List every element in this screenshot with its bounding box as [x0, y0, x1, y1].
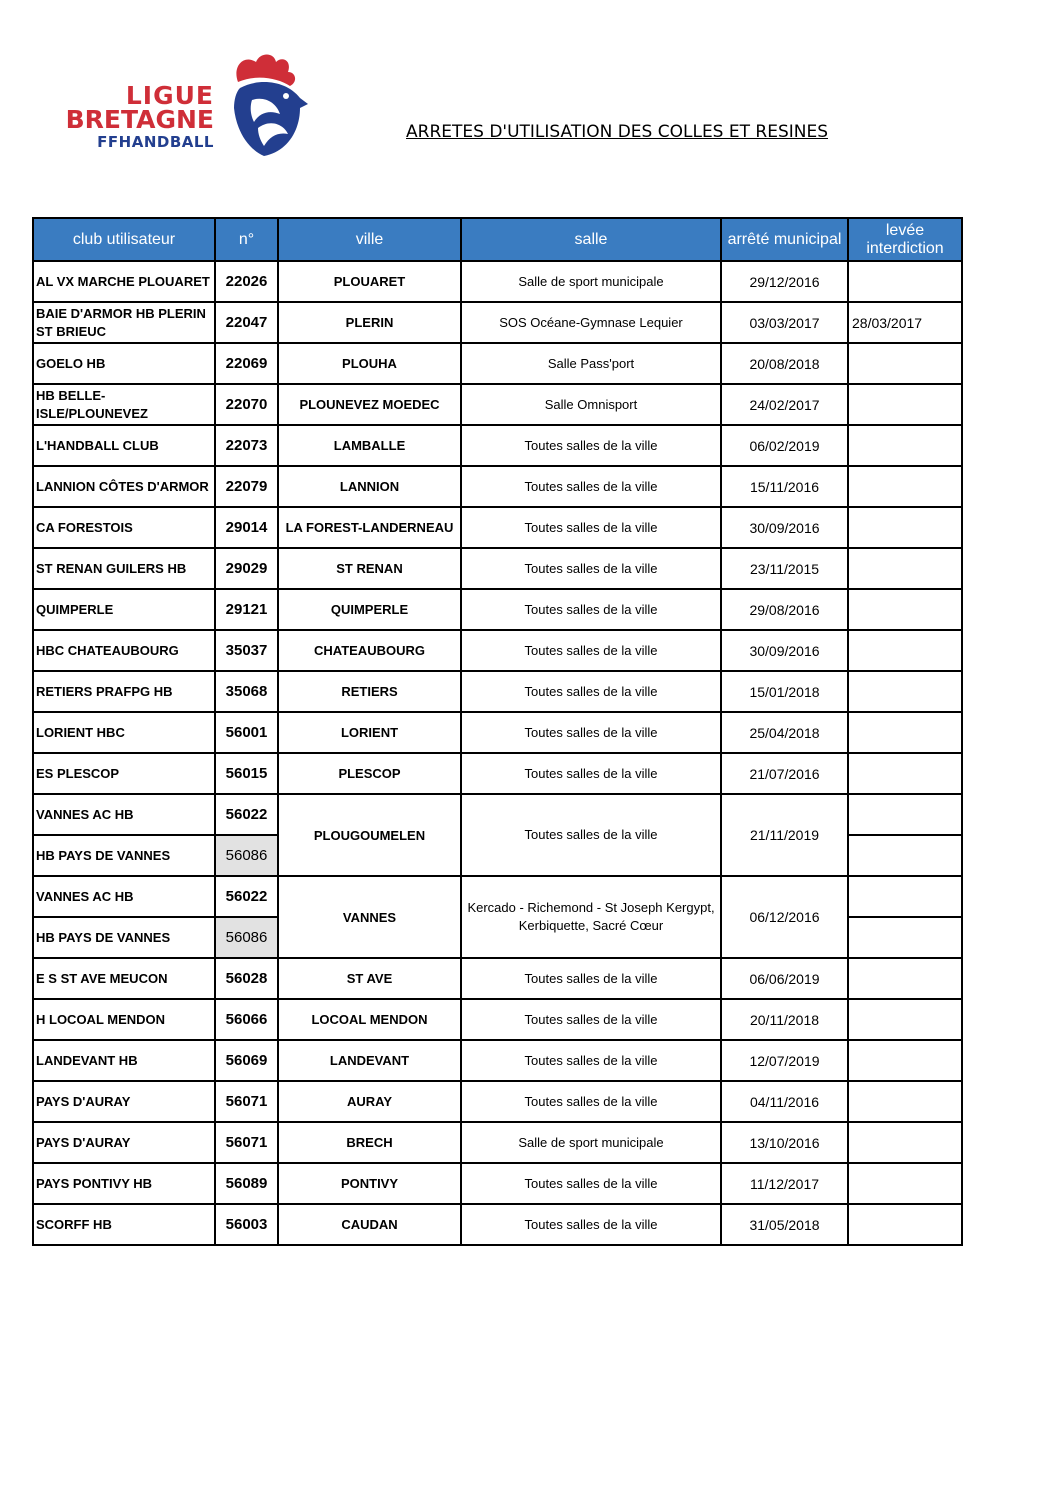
table-row — [33, 466, 962, 507]
cell-salle: Toutes salles de la ville — [461, 999, 721, 1040]
cell-levee — [848, 343, 962, 384]
cell-ville: PONTIVY — [278, 1163, 461, 1204]
table-row — [33, 1204, 962, 1245]
cell-ville: PLOUARET — [278, 261, 461, 302]
table-row — [33, 712, 962, 753]
table-row — [33, 753, 962, 794]
col-header-salle: salle — [461, 218, 721, 261]
cell-club: HB PAYS DE VANNES — [33, 835, 215, 876]
cell-arrete: 29/08/2016 — [721, 589, 848, 630]
cell-ville: PLOUHA — [278, 343, 461, 384]
cell-salle: Toutes salles de la ville — [461, 1040, 721, 1081]
cell-num: 29029 — [215, 548, 278, 589]
table-row — [33, 302, 962, 343]
cell-arrete: 31/05/2018 — [721, 1204, 848, 1245]
cell-num: 56071 — [215, 1122, 278, 1163]
cell-salle: Toutes salles de la ville — [461, 589, 721, 630]
cell-arrete: 04/11/2016 — [721, 1081, 848, 1122]
cell-levee — [848, 753, 962, 794]
cell-levee — [848, 507, 962, 548]
cell-levee — [848, 835, 962, 876]
logo-line-2: BRETAGNE — [65, 105, 214, 134]
cell-levee — [848, 548, 962, 589]
cell-num: 22026 — [215, 261, 278, 302]
cell-salle: Toutes salles de la ville — [461, 753, 721, 794]
cell-salle: Toutes salles de la ville — [461, 1163, 721, 1204]
cell-levee — [848, 671, 962, 712]
cell-ville: PLOUGOUMELEN — [278, 794, 461, 876]
table-row — [33, 261, 962, 302]
cell-club: HBC CHATEAUBOURG — [33, 630, 215, 671]
cell-arrete: 06/12/2016 — [721, 876, 848, 958]
table-row — [33, 425, 962, 466]
document-title: ARRETES D'UTILISATION DES COLLES ET RESINES — [406, 122, 829, 142]
logo-text — [62, 81, 214, 152]
cell-club: BAIE D'ARMOR HB PLERIN ST BRIEUC — [33, 302, 215, 343]
cell-levee — [848, 1040, 962, 1081]
cell-salle: Toutes salles de la ville — [461, 630, 721, 671]
cell-club: GOELO HB — [33, 343, 215, 384]
cell-ville: LA FOREST-LANDERNEAU — [278, 507, 461, 548]
cell-arrete: 30/09/2016 — [721, 630, 848, 671]
table-row — [33, 876, 962, 917]
cell-num: 56086 — [215, 835, 278, 876]
cell-ville: RETIERS — [278, 671, 461, 712]
col-header-levee: levée interdiction — [848, 218, 962, 261]
table-row — [33, 384, 962, 425]
cell-club: H LOCOAL MENDON — [33, 999, 215, 1040]
cell-num: 56022 — [215, 794, 278, 835]
cell-salle: Toutes salles de la ville — [461, 425, 721, 466]
col-header-club: club utilisateur — [33, 218, 215, 261]
cell-levee — [848, 589, 962, 630]
cell-ville: BRECH — [278, 1122, 461, 1163]
cell-ville: LORIENT — [278, 712, 461, 753]
col-header-arrete: arrêté municipal — [721, 218, 848, 261]
cell-arrete: 15/11/2016 — [721, 466, 848, 507]
cell-num: 29121 — [215, 589, 278, 630]
cell-ville: LAMBALLE — [278, 425, 461, 466]
cell-levee — [848, 261, 962, 302]
cell-club: HB BELLE-ISLE/PLOUNEVEZ — [33, 384, 215, 425]
cell-levee — [848, 384, 962, 425]
cell-levee — [848, 1081, 962, 1122]
cell-levee — [848, 1204, 962, 1245]
cell-club: LORIENT HBC — [33, 712, 215, 753]
col-header-num: n° — [215, 218, 278, 261]
cell-arrete: 20/11/2018 — [721, 999, 848, 1040]
cell-club: VANNES AC HB — [33, 876, 215, 917]
table-header-row — [33, 218, 962, 261]
cell-salle: Salle Pass'port — [461, 343, 721, 384]
cell-levee — [848, 425, 962, 466]
cell-num: 56003 — [215, 1204, 278, 1245]
cell-levee — [848, 876, 962, 917]
cell-salle: Kercado - Richemond - St Joseph Kergypt, Kerbiquette, Sacré Cœur — [461, 876, 721, 958]
cell-salle: Toutes salles de la ville — [461, 958, 721, 999]
cell-ville: LOCOAL MENDON — [278, 999, 461, 1040]
cell-club: ST RENAN GUILERS HB — [33, 548, 215, 589]
cell-club: RETIERS PRAFPG HB — [33, 671, 215, 712]
cell-arrete: 23/11/2015 — [721, 548, 848, 589]
cell-levee — [848, 630, 962, 671]
ligue-bretagne-logo — [62, 52, 312, 162]
cell-salle: Toutes salles de la ville — [461, 671, 721, 712]
cell-arrete: 15/01/2018 — [721, 671, 848, 712]
cell-levee — [848, 712, 962, 753]
cell-club: SCORFF HB — [33, 1204, 215, 1245]
cell-club: LANNION CÔTES D'ARMOR — [33, 466, 215, 507]
cell-arrete: 03/03/2017 — [721, 302, 848, 343]
cell-num: 56022 — [215, 876, 278, 917]
cell-ville: PLERIN — [278, 302, 461, 343]
cell-ville: AURAY — [278, 1081, 461, 1122]
cell-num: 22047 — [215, 302, 278, 343]
table-row — [33, 999, 962, 1040]
cell-club: QUIMPERLE — [33, 589, 215, 630]
cell-ville: LANDEVANT — [278, 1040, 461, 1081]
cell-ville: VANNES — [278, 876, 461, 958]
cell-arrete: 21/07/2016 — [721, 753, 848, 794]
cell-levee — [848, 999, 962, 1040]
cell-num: 22079 — [215, 466, 278, 507]
cell-num: 56066 — [215, 999, 278, 1040]
cell-salle: Toutes salles de la ville — [461, 1081, 721, 1122]
cell-salle: SOS Océane-Gymnase Lequier — [461, 302, 721, 343]
cell-levee — [848, 1122, 962, 1163]
cell-num: 56001 — [215, 712, 278, 753]
table-row — [33, 507, 962, 548]
cell-levee — [848, 958, 962, 999]
cell-num: 56086 — [215, 917, 278, 958]
cell-levee — [848, 917, 962, 958]
cell-num: 35068 — [215, 671, 278, 712]
cell-arrete: 06/02/2019 — [721, 425, 848, 466]
cell-num: 56028 — [215, 958, 278, 999]
cell-ville: CAUDAN — [278, 1204, 461, 1245]
cell-arrete: 30/09/2016 — [721, 507, 848, 548]
cell-ville: ST RENAN — [278, 548, 461, 589]
cell-num: 22070 — [215, 384, 278, 425]
cell-salle: Toutes salles de la ville — [461, 794, 721, 876]
table-row — [33, 343, 962, 384]
logo-line-3: FFHANDBALL — [97, 133, 214, 151]
cell-salle: Toutes salles de la ville — [461, 712, 721, 753]
cell-levee — [848, 466, 962, 507]
cell-salle: Toutes salles de la ville — [461, 1204, 721, 1245]
table-row — [33, 1122, 962, 1163]
table-row — [33, 794, 962, 835]
cell-ville: QUIMPERLE — [278, 589, 461, 630]
cell-num: 35037 — [215, 630, 278, 671]
cell-arrete: 21/11/2019 — [721, 794, 848, 876]
cell-num: 56071 — [215, 1081, 278, 1122]
cell-ville: CHATEAUBOURG — [278, 630, 461, 671]
cell-arrete: 13/10/2016 — [721, 1122, 848, 1163]
cell-levee — [848, 794, 962, 835]
table-body — [33, 261, 962, 1245]
cell-arrete: 25/04/2018 — [721, 712, 848, 753]
cell-club: PAYS PONTIVY HB — [33, 1163, 215, 1204]
cell-num: 22073 — [215, 425, 278, 466]
cell-salle: Toutes salles de la ville — [461, 466, 721, 507]
cell-club: VANNES AC HB — [33, 794, 215, 835]
table-row — [33, 1040, 962, 1081]
cell-ville: LANNION — [278, 466, 461, 507]
cell-arrete: 12/07/2019 — [721, 1040, 848, 1081]
cell-club: L'HANDBALL CLUB — [33, 425, 215, 466]
table-row — [33, 548, 962, 589]
cell-num: 56015 — [215, 753, 278, 794]
cell-levee: 28/03/2017 — [848, 302, 962, 343]
table-row — [33, 958, 962, 999]
cell-ville: ST AVE — [278, 958, 461, 999]
cell-salle: Toutes salles de la ville — [461, 548, 721, 589]
cell-num: 56069 — [215, 1040, 278, 1081]
cell-club: LANDEVANT HB — [33, 1040, 215, 1081]
cell-club: PAYS D'AURAY — [33, 1122, 215, 1163]
arretes-table — [32, 217, 963, 1246]
cell-arrete: 29/12/2016 — [721, 261, 848, 302]
cell-salle: Salle de sport municipale — [461, 261, 721, 302]
cell-salle: Salle de sport municipale — [461, 1122, 721, 1163]
cell-club: AL VX MARCHE PLOUARET — [33, 261, 215, 302]
cell-num: 56089 — [215, 1163, 278, 1204]
cell-salle: Toutes salles de la ville — [461, 507, 721, 548]
cell-levee — [848, 1163, 962, 1204]
table-row — [33, 589, 962, 630]
cell-arrete: 20/08/2018 — [721, 343, 848, 384]
table-row — [33, 1081, 962, 1122]
cell-club: PAYS D'AURAY — [33, 1081, 215, 1122]
cell-club: HB PAYS DE VANNES — [33, 917, 215, 958]
cell-num: 29014 — [215, 507, 278, 548]
table-row — [33, 630, 962, 671]
col-header-ville: ville — [278, 218, 461, 261]
cell-ville: PLOUNEVEZ MOEDEC — [278, 384, 461, 425]
cell-club: ES PLESCOP — [33, 753, 215, 794]
rooster-icon — [230, 52, 310, 160]
cell-club: E S ST AVE MEUCON — [33, 958, 215, 999]
logo-line-1: LIGUE — [125, 81, 214, 110]
cell-arrete: 11/12/2017 — [721, 1163, 848, 1204]
cell-ville: PLESCOP — [278, 753, 461, 794]
cell-num: 22069 — [215, 343, 278, 384]
cell-arrete: 06/06/2019 — [721, 958, 848, 999]
cell-arrete: 24/02/2017 — [721, 384, 848, 425]
cell-salle: Salle Omnisport — [461, 384, 721, 425]
table-row — [33, 1163, 962, 1204]
cell-club: CA FORESTOIS — [33, 507, 215, 548]
table-row — [33, 671, 962, 712]
